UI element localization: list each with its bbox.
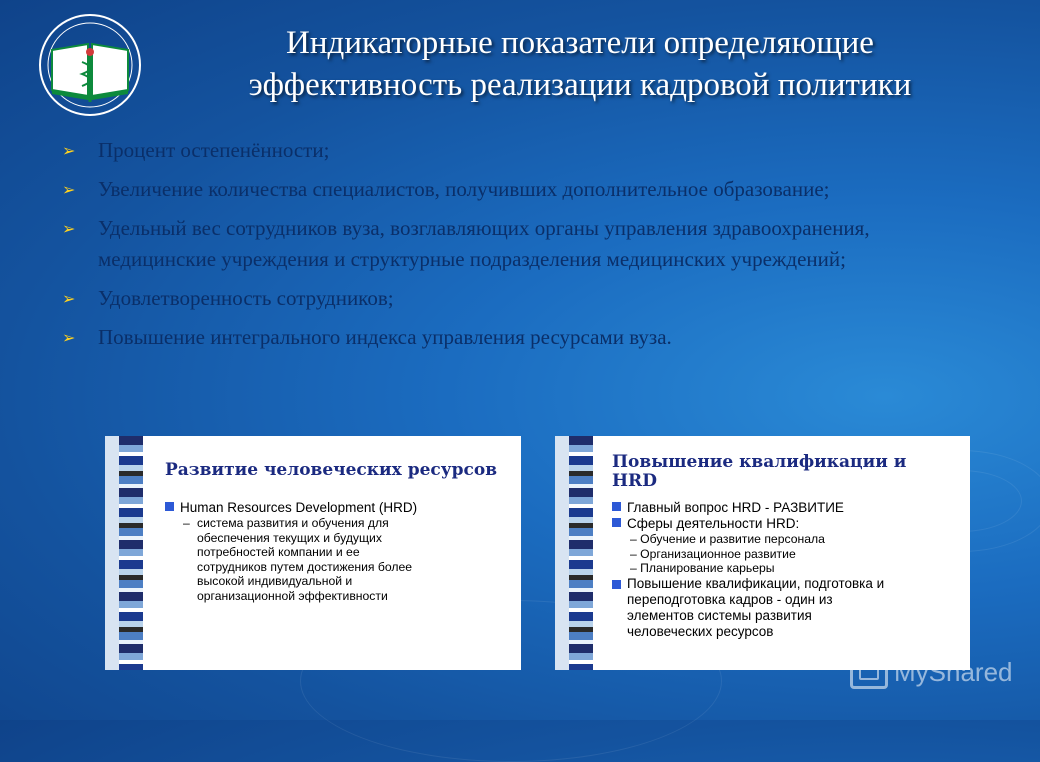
slide-subitem xyxy=(165,516,515,603)
slide-subitem-text: Организационное развитие xyxy=(640,546,796,561)
slide-title xyxy=(612,453,906,491)
list-item-text: Повышение интегрального индекса управления ресурсами вуза. xyxy=(98,325,672,349)
slide-item-line: Повышение квалификации, подготовка и xyxy=(627,575,885,591)
list-item xyxy=(62,135,962,166)
slide-subitem-line: организационной эффективности xyxy=(197,588,388,603)
university-logo xyxy=(30,10,150,120)
arrow-right-icon: ➢ xyxy=(62,141,76,160)
slide-stripe-decoration xyxy=(105,436,143,670)
list-item-text: Процент остепенённости; xyxy=(98,138,330,162)
slide-item xyxy=(612,516,967,532)
slide-item-line: человеческих ресурсов xyxy=(627,623,774,639)
list-item xyxy=(62,322,962,353)
arrow-right-icon: ➢ xyxy=(62,289,76,308)
slide-item-line: переподготовка кадров - один из xyxy=(627,591,833,607)
arrow-right-icon: ➢ xyxy=(62,219,76,238)
slide-item-text: Главный вопрос HRD - РАЗВИТИЕ xyxy=(627,500,844,515)
slide-body xyxy=(612,500,967,640)
slide-title-line: HRD xyxy=(612,471,657,491)
square-bullet-icon xyxy=(165,502,174,511)
dash-marker: – xyxy=(183,516,190,530)
page-title-line: эффективность реализации кадровой политики xyxy=(248,67,912,103)
slide-subitem-text: Обучение и развитие персонала xyxy=(640,532,825,546)
slide-item xyxy=(612,576,967,640)
embedded-slide-qualification xyxy=(555,436,970,670)
watermark-text: MyShared xyxy=(894,656,1013,687)
slide-body xyxy=(165,500,515,603)
square-bullet-icon xyxy=(612,502,621,511)
slide-subitem-line: система развития и обучения для xyxy=(197,516,389,530)
slide-item-text: Human Resources Development (HRD) xyxy=(180,500,418,515)
slide-subitem-line: сотрудников путем достижения более xyxy=(197,559,413,574)
arrow-right-icon: ➢ xyxy=(62,328,76,347)
watermark xyxy=(850,655,1013,689)
list-item-text: Увеличение количества специалистов, получивших дополнительное образование; xyxy=(98,177,830,201)
list-item xyxy=(62,174,962,205)
slide-stripe-decoration xyxy=(555,436,593,670)
square-bullet-icon xyxy=(612,518,621,527)
slide-subitem-line: обеспечения текущих и будущих xyxy=(197,530,382,545)
indicator-list xyxy=(62,135,962,361)
list-item xyxy=(62,213,962,275)
slide-item-text: Сферы деятельности HRD: xyxy=(627,516,800,531)
square-bullet-icon xyxy=(612,580,621,589)
slide-title: Развитие человеческих ресурсов xyxy=(165,460,498,480)
slide-subitem: – Организационное развитие xyxy=(630,546,796,561)
list-item xyxy=(62,283,962,314)
list-item-text: Удовлетворенность сотрудников; xyxy=(98,286,394,310)
slide-subitem-line: потребностей компании и ее xyxy=(197,545,360,559)
slide-subitem-text: Планирование карьеры xyxy=(640,561,775,575)
presentation-icon xyxy=(850,655,888,689)
list-item-text: Удельный вес сотрудников вуза, возглавляющих органы управления здравоохранения, медицинские учреждения и структурные подразделения медицинских учреждений; xyxy=(98,216,870,271)
slide-item xyxy=(165,500,515,516)
page-title xyxy=(170,22,990,106)
page-title-line: Индикаторные показатели определяющие xyxy=(286,25,874,61)
slide-subitem: – Планирование карьеры xyxy=(630,561,775,575)
slide-item-line: элементов системы развития xyxy=(627,607,812,623)
slide-subitem: – Обучение и развитие персонала xyxy=(630,532,825,546)
slide-subitem-line: высокой индивидуальной и xyxy=(197,574,353,588)
slide-item xyxy=(612,500,967,516)
embedded-slide-hrd-development xyxy=(105,436,521,670)
arrow-right-icon: ➢ xyxy=(62,180,76,199)
slide-title-line: Повышение квалификации и xyxy=(612,452,907,472)
